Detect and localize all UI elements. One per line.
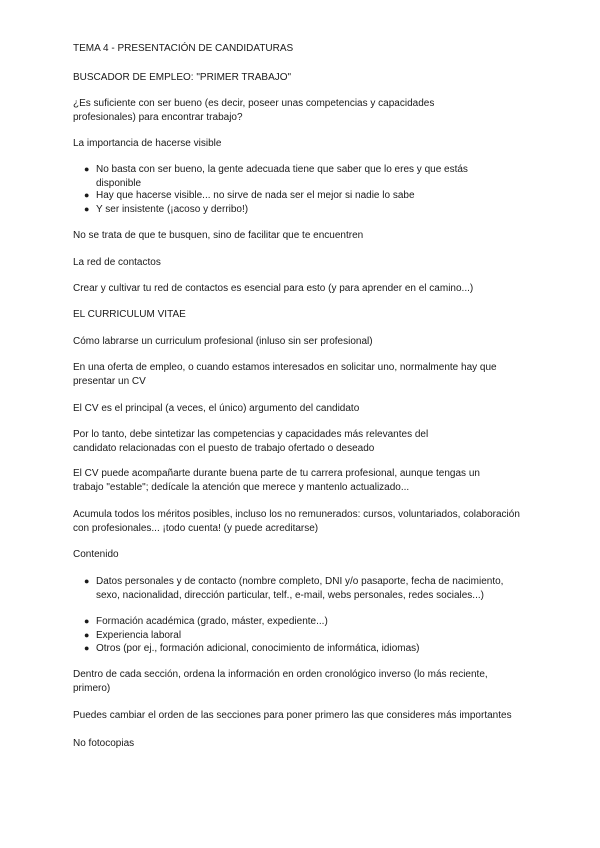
bullet-icon: ● (84, 190, 90, 200)
bullet-icon: ● (84, 204, 90, 214)
list-item-text: Otros (por ej., formación adicional, conocimiento de informática, idiomas) (96, 643, 420, 654)
list-item-text: Datos personales y de contacto (nombre completo, DNI y/o pasaporte, fecha de nacimiento, sexo, nacionalidad, dirección particular, telf., e-mail, webs personales, redes sociales...) (96, 576, 504, 601)
list-item (84, 575, 526, 602)
paragraph: Crear y cultivar tu red de contactos es esencial para esto (y para aprender en el camino...) (73, 283, 474, 294)
document-title: TEMA 4 - PRESENTACIÓN DE CANDIDATURAS (73, 43, 294, 54)
list-item (84, 642, 526, 656)
bullet-icon: ● (84, 643, 90, 653)
paragraph: No se trata de que te busquen, sino de facilitar que te encuentren (73, 230, 364, 241)
bullet-icon: ● (84, 630, 90, 640)
heading-contacts: La red de contactos (73, 257, 161, 268)
bullet-icon: ● (84, 616, 90, 626)
list-item (84, 629, 526, 643)
paragraph: Por lo tanto, debe sintetizar las competencias y capacidades más relevantes del candidato relacionadas con el puesto de trabajo ofertado o deseado (73, 429, 429, 454)
list-item-text: Formación académica (grado, máster, expediente...) (96, 616, 328, 627)
list-item (84, 203, 526, 217)
paragraph: En una oferta de empleo, o cuando estamos interesados en solicitar uno, normalmente hay que presentar un CV (73, 362, 497, 387)
paragraph: El CV es el principal (a veces, el único) argumento del candidato (73, 403, 360, 414)
list-item-text: No basta con ser bueno, la gente adecuada tiene que saber que lo eres y que estás disponible (96, 164, 468, 189)
list-item (84, 189, 526, 203)
paragraph: Cómo labrarse un curriculum profesional (inluso sin ser profesional) (73, 336, 373, 347)
list-item-text: Hay que hacerse visible... no sirve de nada ser el mejor si nadie lo sabe (96, 190, 415, 201)
heading-cv: EL CURRICULUM VITAE (73, 309, 186, 320)
heading-visibility: La importancia de hacerse visible (73, 138, 222, 149)
bullet-icon: ● (84, 164, 90, 174)
bullet-icon: ● (84, 576, 90, 586)
paragraph: Puedes cambiar el orden de las secciones para poner primero las que consideres más importantes (73, 710, 512, 721)
paragraph: Dentro de cada sección, ordena la información en orden cronológico inverso (lo más reciente, primero) (73, 669, 488, 694)
question-paragraph: ¿Es suficiente con ser bueno (es decir, poseer unas competencias y capacidades profesionales) para encontrar trabajo? (73, 98, 435, 123)
document-subtitle: BUSCADOR DE EMPLEO: "PRIMER TRABAJO" (73, 72, 292, 83)
heading-content: Contenido (73, 549, 119, 560)
list-item-text: Experiencia laboral (96, 630, 182, 641)
paragraph: El CV puede acompañarte durante buena parte de tu carrera profesional, aunque tengas un trabajo "estable"; dedícale la atención que merece y mantenlo actualizado... (73, 468, 480, 493)
paragraph: Acumula todos los méritos posibles, incluso los no remunerados: cursos, voluntariados, colaboración con profesionales... ¡todo cuenta! (y puede acreditarse) (73, 509, 520, 534)
list-item-text: Y ser insistente (¡acoso y derribo!) (96, 204, 249, 215)
list-item (84, 615, 526, 629)
list-item (84, 163, 496, 190)
paragraph: No fotocopias (73, 738, 135, 749)
